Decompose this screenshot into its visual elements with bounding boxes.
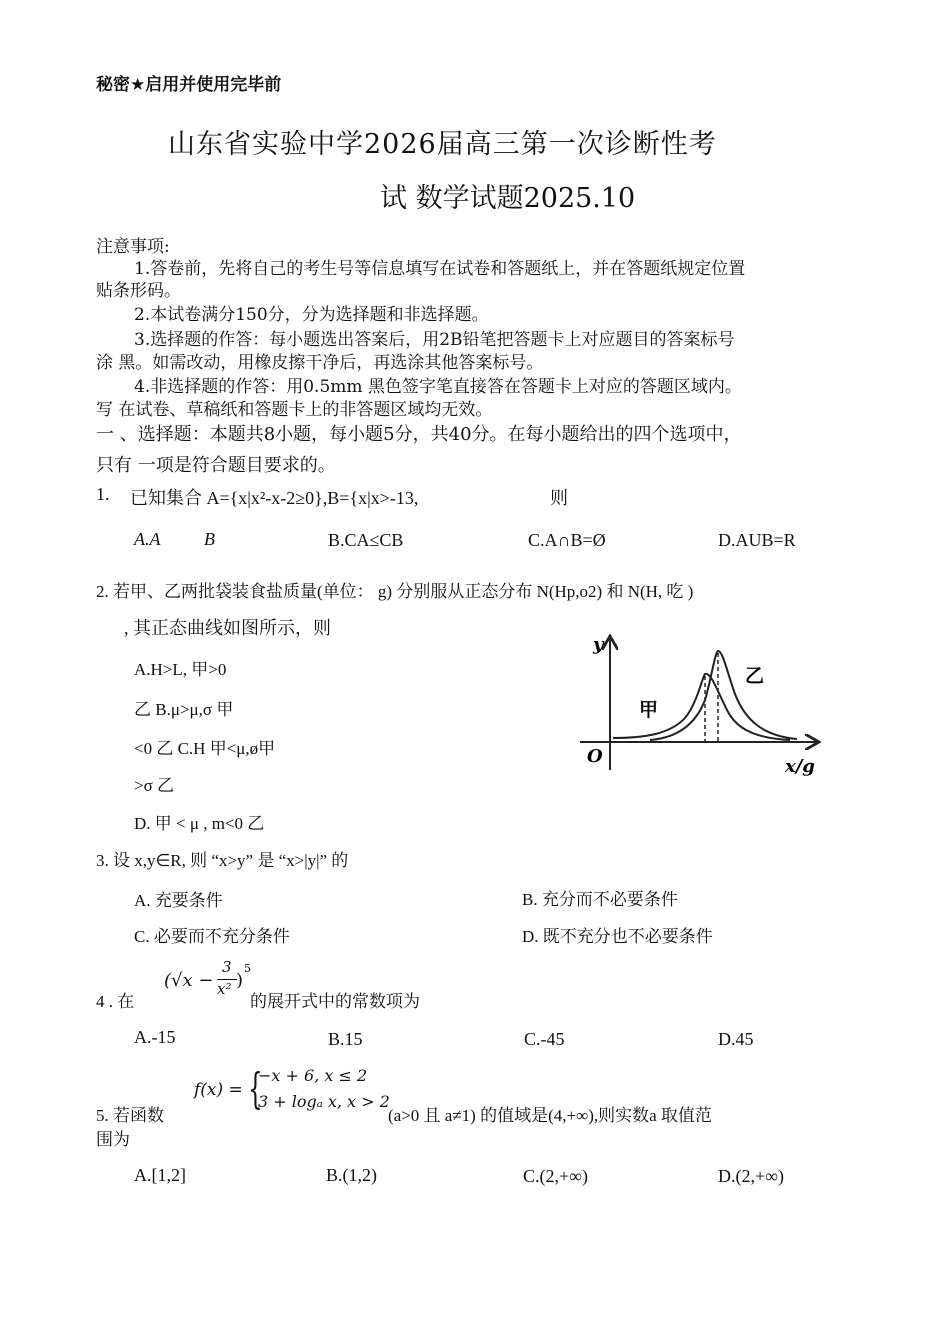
q4-stem: 的展开式中的常数项为: [250, 992, 420, 1011]
q2-stem-line2: , 其正态曲线如图所示，则: [124, 618, 331, 638]
q2-option-row1: A.H>L, 甲>0: [134, 660, 227, 679]
q3-stem: 3. 设 x,y∈R, 则 “x>y” 是 “x>|y|” 的: [96, 851, 349, 870]
q1-number: 1.: [96, 484, 110, 504]
page-title-line1: 山东省实验中学2026届高三第一次诊断性考: [168, 129, 717, 160]
q4-option-c: C.-45: [524, 1029, 565, 1049]
note-1-line1: 1.答卷前，先将自己的考生号等信息填写在试卷和答题纸上，并在答题纸规定位置: [134, 259, 746, 279]
q4-formula: (√x − 3 x² ) 5: [164, 958, 251, 998]
q1-option-a-set: B: [204, 529, 215, 549]
q4-option-b: B.15: [328, 1029, 363, 1049]
q1-option-d: D.AUB=R: [718, 530, 796, 550]
q1-stem: 已知集合 A={x|x²-x-2≥0},B={x|x>-13,: [130, 488, 419, 508]
label-jia: 甲: [639, 699, 659, 721]
q3-option-b: B. 充分而不必要条件: [522, 890, 678, 909]
q4-number: 4 . 在: [96, 992, 135, 1011]
page-title-line2: 试 数学试题2025.10: [380, 183, 636, 214]
notes-heading: 注意事项:: [96, 237, 170, 257]
label-yi: 乙: [745, 665, 765, 687]
q4-option-a: A.-15: [134, 1027, 176, 1047]
x-axis-label: x/g: [785, 756, 815, 777]
note-4-line2: 写 在试卷、草稿纸和答题卡上的非答题区域均无效。: [96, 400, 493, 420]
origin-label: O: [587, 746, 603, 767]
q1-option-a: A.A: [134, 529, 161, 549]
q1-then: 则: [550, 488, 568, 508]
q2-stem-line1: 2. 若甲、乙两批袋装食盐质量(单位： g) 分别服从正态分布 N(Hp,o2) 和 N(H, 吃 ): [96, 582, 694, 601]
note-1-line2: 贴条形码。: [96, 281, 181, 301]
y-axis-label: y: [593, 634, 604, 655]
q5-piecewise-function: f(x) = { −x + 6, x ≤ 2 3 + logₐ x, x > 2: [194, 1064, 390, 1113]
q4-option-d: D.45: [718, 1029, 754, 1049]
normal-distribution-graph: [575, 630, 825, 778]
q3-option-a: A. 充要条件: [134, 891, 223, 910]
note-4-line1: 4.非选择题的作答：用0.5mm 黑色签字笔直接答在答题卡上对应的答题区域内。: [134, 377, 742, 397]
q5-option-a: A.[1,2]: [134, 1165, 186, 1185]
note-2: 2.本试卷满分150分，分为选择题和非选择题。: [134, 305, 489, 325]
q5-condition: (a>0 且 a≠1) 的值域是(4,+∞),则实数a 取值范: [388, 1106, 712, 1125]
q2-option-row5: D. 甲 < μ , m<0 乙: [134, 814, 265, 833]
q5-option-d: D.(2,+∞): [718, 1166, 784, 1186]
q1-option-b: B.CA≤CB: [328, 530, 404, 550]
section1-line2: 只有 一项是符合题目要求的。: [96, 455, 336, 476]
section1-line1: 一 、选择题：本题共8小题，每小题5分，共40分。在每小题给出的四个选项中，: [96, 424, 742, 445]
q5-option-c: C.(2,+∞): [523, 1166, 588, 1186]
q3-option-c: C. 必要而不充分条件: [134, 927, 290, 946]
q5-prefix: 5. 若函数: [96, 1106, 164, 1125]
note-3-line2: 涂 黑。如需改动，用橡皮擦干净后，再选涂其他答案标号。: [96, 353, 544, 373]
q1-option-c: C.A∩B=Ø: [528, 530, 606, 550]
note-3-line1: 3.选择题的作答：每小题选出答案后，用2B铅笔把答题卡上对应题目的答案标号: [134, 330, 735, 350]
q2-option-row3: <0 乙 C.H 甲<μ,ø甲: [134, 739, 276, 758]
q2-option-row2: 乙 B.μ>μ,σ 甲: [134, 700, 234, 719]
q3-option-d: D. 既不充分也不必要条件: [522, 927, 713, 946]
q5-stem-line2: 围为: [96, 1130, 130, 1149]
q2-option-row4: >σ 乙: [134, 776, 175, 795]
secret-label: 秘密★启用并使用完毕前: [96, 75, 282, 95]
q5-option-b: B.(1,2): [326, 1165, 377, 1185]
